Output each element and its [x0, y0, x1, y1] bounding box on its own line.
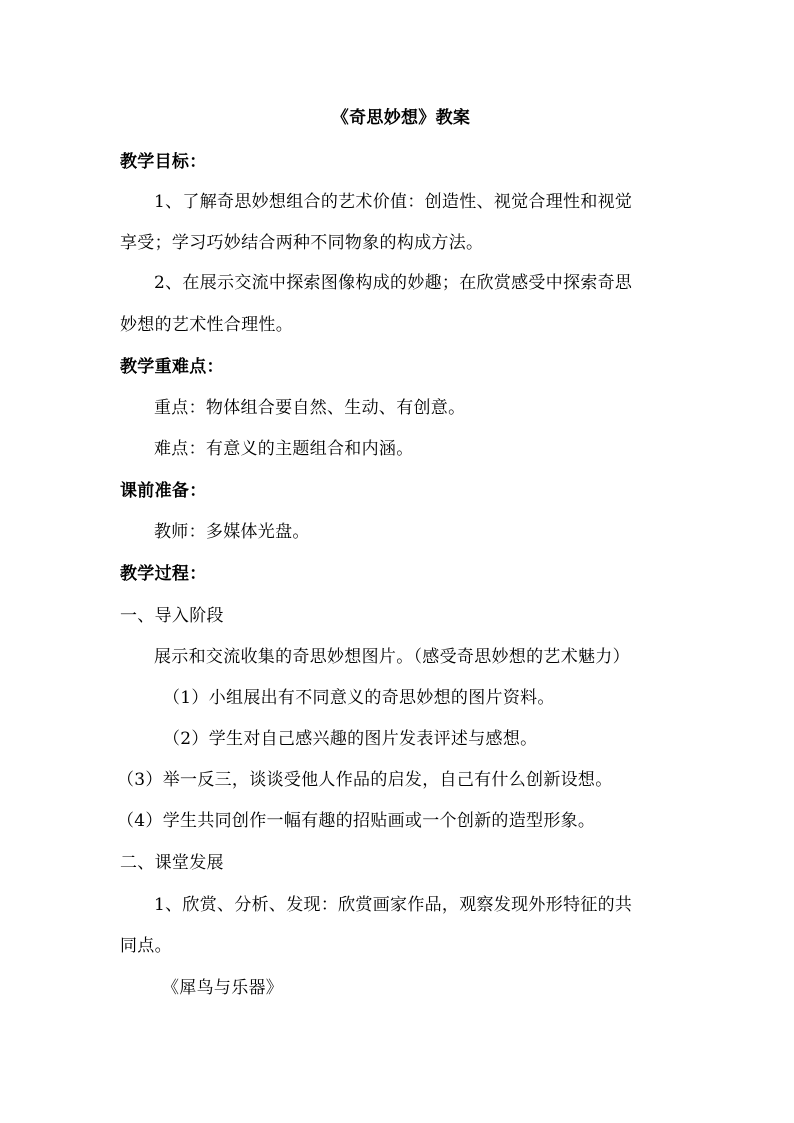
- paragraph-line: 享受；学习巧妙结合两种不同物象的构成方法。: [120, 233, 484, 253]
- section-heading-objectives: 教学目标：: [120, 152, 207, 172]
- paragraph-line: 一、导入阶段: [120, 606, 224, 626]
- list-item: （1）小组展出有不同意义的奇思妙想的图片资料。: [163, 688, 555, 708]
- paragraph-line: 1、欣赏、分析、发现：欣赏画家作品，观察发现外形特征的共: [154, 895, 633, 915]
- paragraph-line: 妙想的艺术性合理性。: [120, 315, 293, 335]
- list-item: （2）学生对自己感兴趣的图片发表评述与感想。: [163, 729, 538, 749]
- paragraph-line: 重点：物体组合要自然、生动、有创意。: [154, 398, 466, 418]
- section-heading-key-points: 教学重难点：: [120, 357, 224, 377]
- paragraph-line: 展示和交流收集的奇思妙想图片。（感受奇思妙想的艺术魅力）: [154, 647, 630, 667]
- section-heading-process: 教学过程：: [120, 564, 207, 584]
- paragraph-line: 难点：有意义的主题组合和内涵。: [154, 439, 414, 459]
- paragraph-line: 教师：多媒体光盘。: [154, 522, 310, 542]
- list-item: （4）学生共同创作一幅有趣的招贴画或一个创新的造型形象。: [117, 811, 596, 831]
- document-title: 《奇思妙想》教案: [331, 108, 471, 128]
- section-heading-preparation: 课前准备：: [120, 481, 207, 501]
- paragraph-line: 1、了解奇思妙想组合的艺术价值：创造性、视觉合理性和视觉: [154, 192, 633, 212]
- paragraph-line: 2、在展示交流中探索图像构成的妙趣；在欣赏感受中探索奇思: [154, 273, 633, 293]
- list-item: （3）举一反三，谈谈受他人作品的启发，自己有什么创新设想。: [117, 770, 613, 790]
- artwork-title: 《犀鸟与乐器》: [162, 978, 284, 998]
- paragraph-line: 同点。: [120, 936, 172, 956]
- paragraph-line: 二、课堂发展: [120, 853, 224, 873]
